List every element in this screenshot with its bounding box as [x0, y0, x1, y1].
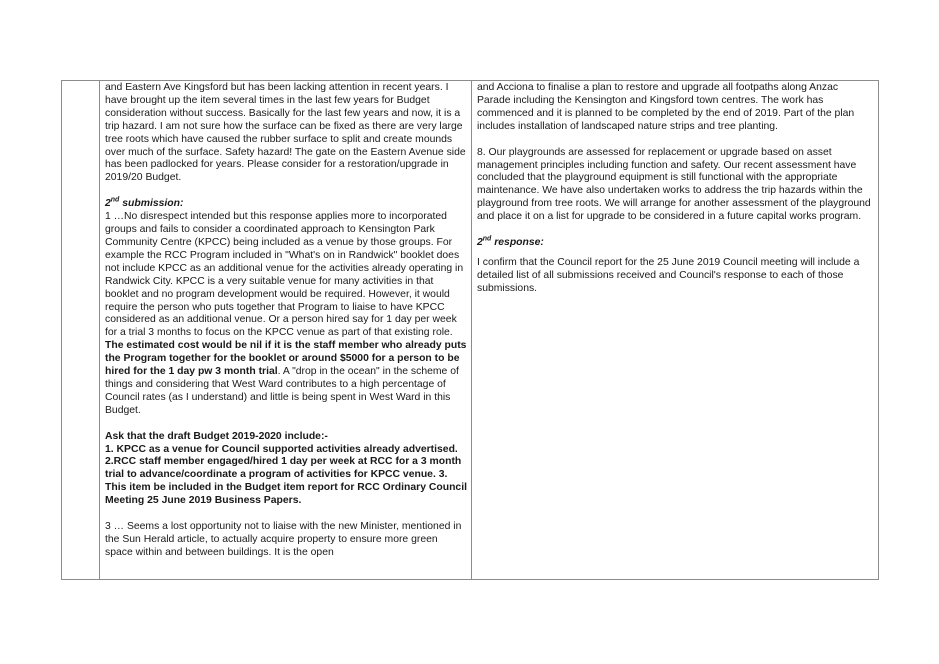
response-column [472, 81, 878, 579]
submission-intro: and Eastern Ave Kingsford but has been lacking attention in recent years. I have brought up the item several times in the last few years for Budget consideration without success. Basically for the last few years and now, it is a trip hazard. I am not sure how the surface can be fixed as there are very large tree roots which have caused the rubber surface to split and create mounds over much of the surface. Safety hazard! The gate on the Eastern Avenue side has been padlocked for years. Please consider for a restoration/upgrade in 2019/20 Budget. [105, 82, 466, 184]
response-point-8: 8. Our playgrounds are assessed for replacement or upgrade based on asset management principles including function and safety. Our recent assessment have concluded that the playground equipment is still functional with the appropriate maintenance. We have also undertaken works to address the trip hazards within the playground from tree roots. We will arrange for another assessment of the playground and place it on a list for upgrade to be considered in a future capital works program. [477, 146, 871, 223]
second-submission-heading: 2nd submission: [105, 196, 184, 210]
second-response-heading: 2nd response: [477, 235, 544, 249]
submission-point-3: 3 … Seems a lost opportunity not to liaise with the new Minister, mentioned in the Sun Herald article, to actually acquire property to ensure more green space within and between buildings. It is the open [105, 521, 462, 558]
ask-items: 1. KPCC as a venue for Council supported activities already advertised. 2.RCC staff member engaged/hired 1 day per week at RCC for a 3 month trial to advance/coordinate a program of activities for KPCC venue. 3. This item be included in the Budget item report for RCC Ordinary Council Meeting 25 June 2019 Business Papers. [105, 443, 467, 507]
submission-column [100, 81, 472, 579]
submissions-table [61, 80, 879, 580]
submission-point-1: 1 …No disrespect intended but this response applies more to incorporated groups and fails to consider a coordinated approach to Kensington Park Community Centre (KPCC) being included as a venue by those groups. For example the RCC Program included in "What's on in Randwick" booklet does not include KPCC as an additional venue for the activities already operating in Randwick City. KPCC is a very suitable venue for many activities in that booklet and no program development would be required. However, it would require the person who puts together that Program to liaise to have KPCC considered as an additional venue. Or a person hired say for 1 day per week for a trial 3 months to focus on the KPCC venue as part of that existing role. The estimated cost would be nil if it is the staff member who already puts the Program together for the booklet or around $5000 for a person to be hired for the 1 day pw 3 month trial. A "drop in the ocean" in the scheme of things and considering that West Ward contributes to a high percentage of Council rates (as I understand) and little is being spent in West Ward in this Budget. [105, 211, 467, 416]
response-confirm: I confirm that the Council report for the 25 June 2019 Council meeting will include a detailed list of all submissions received and Council's response to each of those submissions. [477, 256, 860, 294]
ask-heading: Ask that the draft Budget 2019-2020 include:- [105, 430, 328, 442]
estimated-cost-text: The estimated cost would be nil if it is the staff member who already puts the Program together for the booklet or around $5000 for a person to be hired for the 1 day pw 3 month trial [105, 340, 467, 378]
number-column [62, 81, 100, 579]
response-intro: and Acciona to finalise a plan to restore and upgrade all footpaths along Anzac Parade including the Kensington and Kingsford town centres. The work has commenced and it is planned to be completed by the end of 2019. Part of the plan includes installation of landscaped nature strips and tree planting. [477, 82, 855, 132]
